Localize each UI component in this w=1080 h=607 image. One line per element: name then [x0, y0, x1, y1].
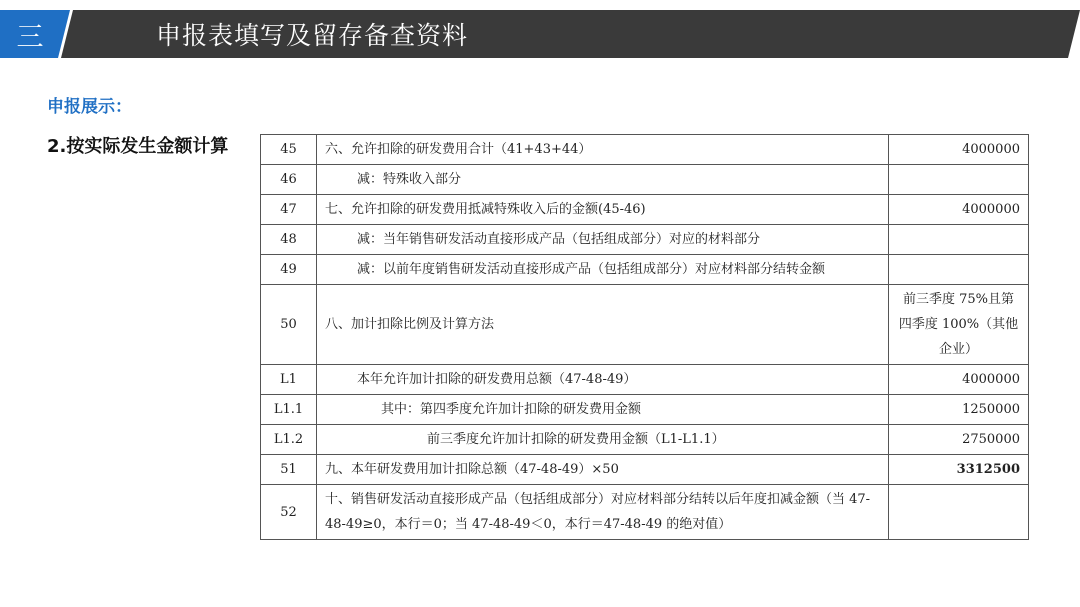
row-number: 47	[261, 195, 317, 225]
table-row	[261, 135, 1029, 165]
row-item: 九、本年研发费用加计扣除总额（47-48-49）×50	[317, 455, 889, 485]
table-row	[261, 195, 1029, 225]
row-number: L1.2	[261, 425, 317, 455]
row-item: 其中：第四季度允许加计扣除的研发费用金额	[317, 395, 889, 425]
row-amount	[889, 255, 1029, 285]
section-banner	[0, 10, 1080, 58]
table-row	[261, 255, 1029, 285]
row-number: 49	[261, 255, 317, 285]
row-amount	[889, 485, 1029, 540]
table-row	[261, 485, 1029, 540]
page-title: 申报表填写及留存备查资料	[156, 21, 469, 50]
table-row	[261, 165, 1029, 195]
row-item: 减：当年销售研发活动直接形成产品（包括组成部分）对应的材料部分	[317, 225, 889, 255]
row-number: L1.1	[261, 395, 317, 425]
row-item: 八、加计扣除比例及计算方法	[317, 285, 889, 365]
row-number: 51	[261, 455, 317, 485]
row-item: 减：特殊收入部分	[317, 165, 889, 195]
row-item: 七、允许扣除的研发费用抵减特殊收入后的金额(45-46)	[317, 195, 889, 225]
row-number: 50	[261, 285, 317, 365]
table-row	[261, 285, 1029, 365]
row-amount: 4000000	[889, 135, 1029, 165]
row-amount: 2750000	[889, 425, 1029, 455]
row-number: 46	[261, 165, 317, 195]
declaration-table	[260, 134, 1029, 540]
section-number: 三	[16, 21, 44, 53]
row-amount: 4000000	[889, 195, 1029, 225]
row-amount	[889, 165, 1029, 195]
row-amount: 1250000	[889, 395, 1029, 425]
table-row	[261, 425, 1029, 455]
row-amount: 4000000	[889, 365, 1029, 395]
row-number: 52	[261, 485, 317, 540]
row-item: 本年允许加计扣除的研发费用总额（47-48-49）	[317, 365, 889, 395]
section-label: 申报展示：	[47, 97, 132, 117]
row-amount	[889, 225, 1029, 255]
row-item: 十、销售研发活动直接形成产品（包括组成部分）对应材料部分结转以后年度扣减金额（当 47-48-49≥0，本行＝0；当 47-48-49＜0，本行＝47-48-49 的绝对值）	[317, 485, 889, 540]
row-amount: 前三季度 75%且第四季度 100%（其他企业）	[889, 285, 1029, 365]
row-item: 六、允许扣除的研发费用合计（41+43+44）	[317, 135, 889, 165]
row-item: 减：以前年度销售研发活动直接形成产品（包括组成部分）对应材料部分结转金额	[317, 255, 889, 285]
table-row	[261, 395, 1029, 425]
row-amount: 3312500	[889, 455, 1029, 485]
method-label: 2.按实际发生金额计算	[47, 136, 229, 157]
table-row	[261, 365, 1029, 395]
row-number: 45	[261, 135, 317, 165]
row-item: 前三季度允许加计扣除的研发费用金额（L1-L1.1）	[317, 425, 889, 455]
table-row	[261, 455, 1029, 485]
table-row	[261, 225, 1029, 255]
row-number: L1	[261, 365, 317, 395]
row-number: 48	[261, 225, 317, 255]
